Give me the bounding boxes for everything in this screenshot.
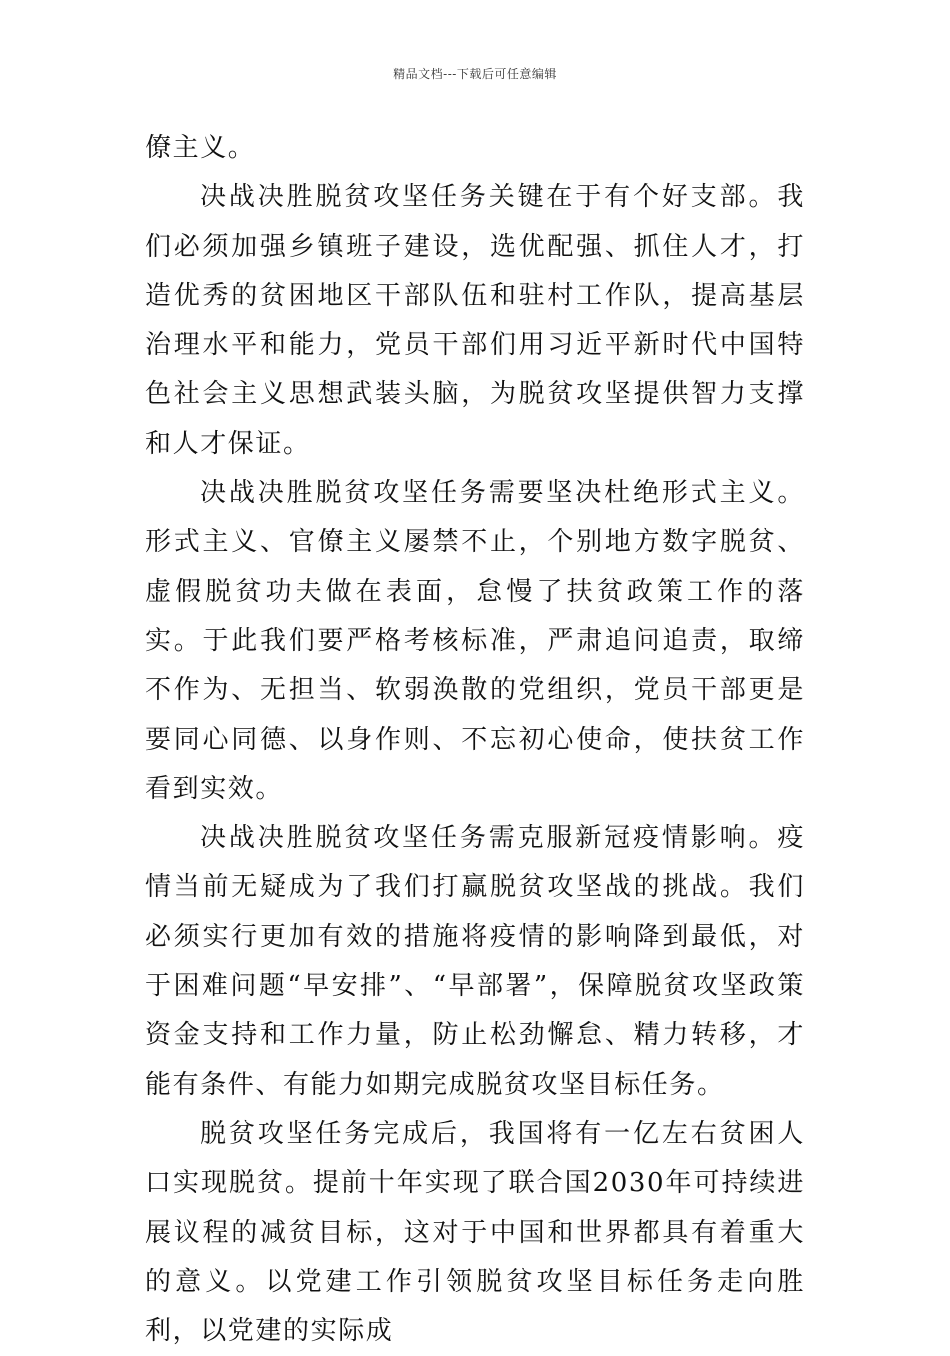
paragraph-formalism: 决战决胜脱贫攻坚任务需要坚决杜绝形式主义。形式主义、官僚主义屡禁不止，个别地方数字脱贫、虚假脱贫功夫做在表面，怠慢了扶贫政策工作的落实。于此我们要严格考核标准，严肃追问追责，取缔不作为、无担当、软弱涣散的党组织，党员干部更是要同心同德、以身作则、不忘初心使命，使扶贫工作看到实效。: [145, 478, 805, 804]
document-body: [145, 124, 805, 1356]
page-header: 精品文档---下载后可任意编辑: [393, 67, 557, 81]
paragraph-poverty-goal: 脱贫攻坚任务完成后，我国将有一亿左右贫困人口实现脱贫。提前十年实现了联合国2030年可持续进展议程的减贫目标，这对于中国和世界都具有着重大的意义。以党建工作引领脱贫攻坚目标任务走向胜利，以党建的实际成: [145, 1118, 805, 1347]
paragraph-continuation: 僚主义。: [145, 133, 256, 163]
paragraph-epidemic: 决战决胜脱贫攻坚任务需克服新冠疫情影响。疫情当前无疑成为了我们打赢脱贫攻坚战的挑战。我们必须实行更加有效的措施将疫情的影响降到最低，对于困难问题“早安排”、“早部署”，保障脱贫攻坚政策资金支持和工作力量，防止松劲懈怠、精力转移，才能有条件、有能力如期完成脱贫攻坚目标任务。: [145, 823, 805, 1100]
paragraph-party-branch: 决战决胜脱贫攻坚任务关键在于有个好支部。我们必须加强乡镇班子建设，选优配强、抓住人才，打造优秀的贫困地区干部队伍和驻村工作队，提高基层治理水平和能力，党员干部们用习近平新时代中国特色社会主义思想武装头脑，为脱贫攻坚提供智力支撑和人才保证。: [145, 182, 805, 459]
